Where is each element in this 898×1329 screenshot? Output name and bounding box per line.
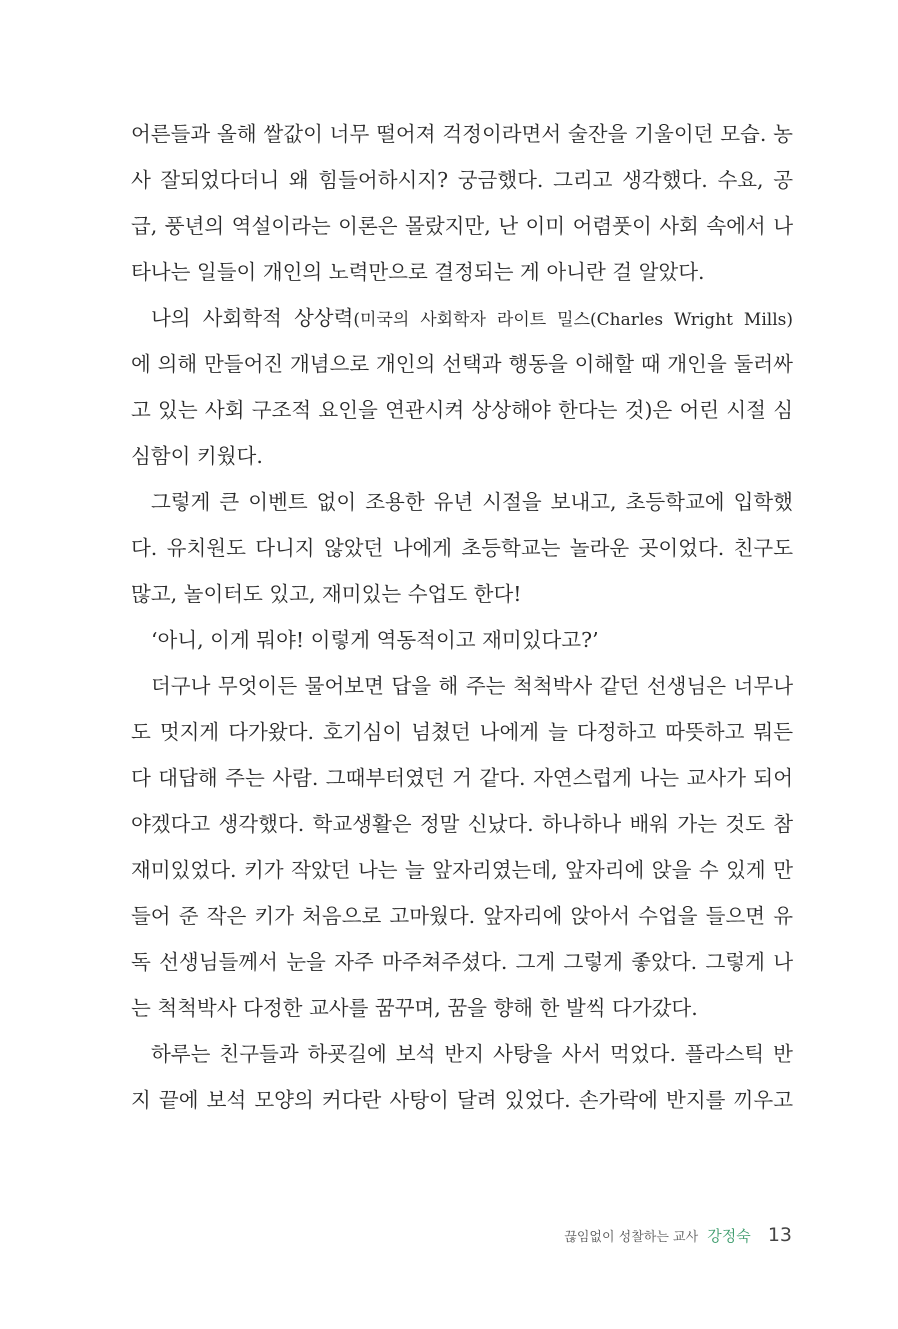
text-line-15: 다 대답해 주는 사람. 그때부터였던 거 같다. 자연스럽게 나는 교사가 되어 bbox=[131, 766, 793, 790]
mills-note: (미국의 사회학자 라이트 밀스(Charles Wright Mills) bbox=[353, 310, 793, 330]
text-line-5 bbox=[131, 295, 793, 341]
text-line-7: 고 있는 사회 구조적 요인을 연관시켜 상상해야 한다는 것)은 어린 시절 심 bbox=[131, 398, 793, 422]
text-line-1: 어른들과 올해 쌀값이 너무 떨어져 걱정이라면서 술잔을 기울이던 모습. 농 bbox=[131, 122, 793, 146]
text-line-10: 다. 유치원도 다니지 않았던 나에게 초등학교는 놀라운 곳이었다. 친구도 bbox=[131, 536, 793, 560]
text-line-3: 급, 풍년의 역설이라는 이론은 몰랐지만, 난 이미 어렴풋이 사회 속에서 나 bbox=[131, 214, 793, 238]
text-line-11: 많고, 놀이터도 있고, 재미있는 수업도 한다! bbox=[131, 582, 522, 606]
text-line-13: 더구나 무엇이든 물어보면 답을 해 주는 척척박사 같던 선생님은 너무나 bbox=[151, 674, 793, 698]
text-line-18: 들어 준 작은 키가 처음으로 고마웠다. 앞자리에 앉아서 수업을 들으면 유 bbox=[131, 904, 793, 928]
text-line-4: 타나는 일들이 개인의 노력만으로 결정되는 게 아니란 걸 알았다. bbox=[131, 260, 705, 284]
text-line-16: 야겠다고 생각했다. 학교생활은 정말 신났다. 하나하나 배워 가는 것도 참 bbox=[131, 812, 793, 836]
text-line-21: 하루는 친구들과 하굣길에 보석 반지 사탕을 사서 먹었다. 플라스틱 반 bbox=[151, 1042, 793, 1066]
text-line-2: 사 잘되었다더니 왜 힘들어하시지? 궁금했다. 그리고 생각했다. 수요, 공 bbox=[131, 168, 793, 192]
text-line-6: 에 의해 만들어진 개념으로 개인의 선택과 행동을 이해할 때 개인을 둘러싸 bbox=[131, 352, 793, 376]
text-line-12: ‘아니, 이게 뭐야! 이렇게 역동적이고 재미있다고?’ bbox=[151, 628, 599, 652]
book-title: 끊임없이 성찰하는 교사 bbox=[564, 1230, 699, 1245]
author-name: 강정숙 bbox=[707, 1227, 751, 1245]
sociological-imagination-term: 나의 사회학적 상상력 bbox=[151, 306, 354, 330]
text-line-22: 지 끝에 보석 모양의 커다란 사탕이 달려 있었다. 손가락에 반지를 끼우고 bbox=[131, 1088, 793, 1112]
page-body bbox=[131, 111, 793, 1123]
page-number: 13 bbox=[767, 1224, 792, 1246]
text-line-19: 독 선생님들께서 눈을 자주 마주쳐주셨다. 그게 그렇게 좋았다. 그렇게 나 bbox=[131, 950, 793, 974]
text-line-9: 그렇게 큰 이벤트 없이 조용한 유년 시절을 보내고, 초등학교에 입학했 bbox=[151, 490, 793, 514]
text-line-20: 는 척척박사 다정한 교사를 꿈꾸며, 꿈을 향해 한 발씩 다가갔다. bbox=[131, 996, 698, 1020]
text-line-8: 심함이 키웠다. bbox=[131, 444, 263, 468]
text-line-17: 재미있었다. 키가 작았던 나는 늘 앞자리였는데, 앞자리에 앉을 수 있게 만 bbox=[131, 858, 793, 882]
page-footer bbox=[564, 1222, 792, 1248]
text-line-14: 도 멋지게 다가왔다. 호기심이 넘쳤던 나에게 늘 다정하고 따뜻하고 뭐든 bbox=[131, 720, 793, 744]
